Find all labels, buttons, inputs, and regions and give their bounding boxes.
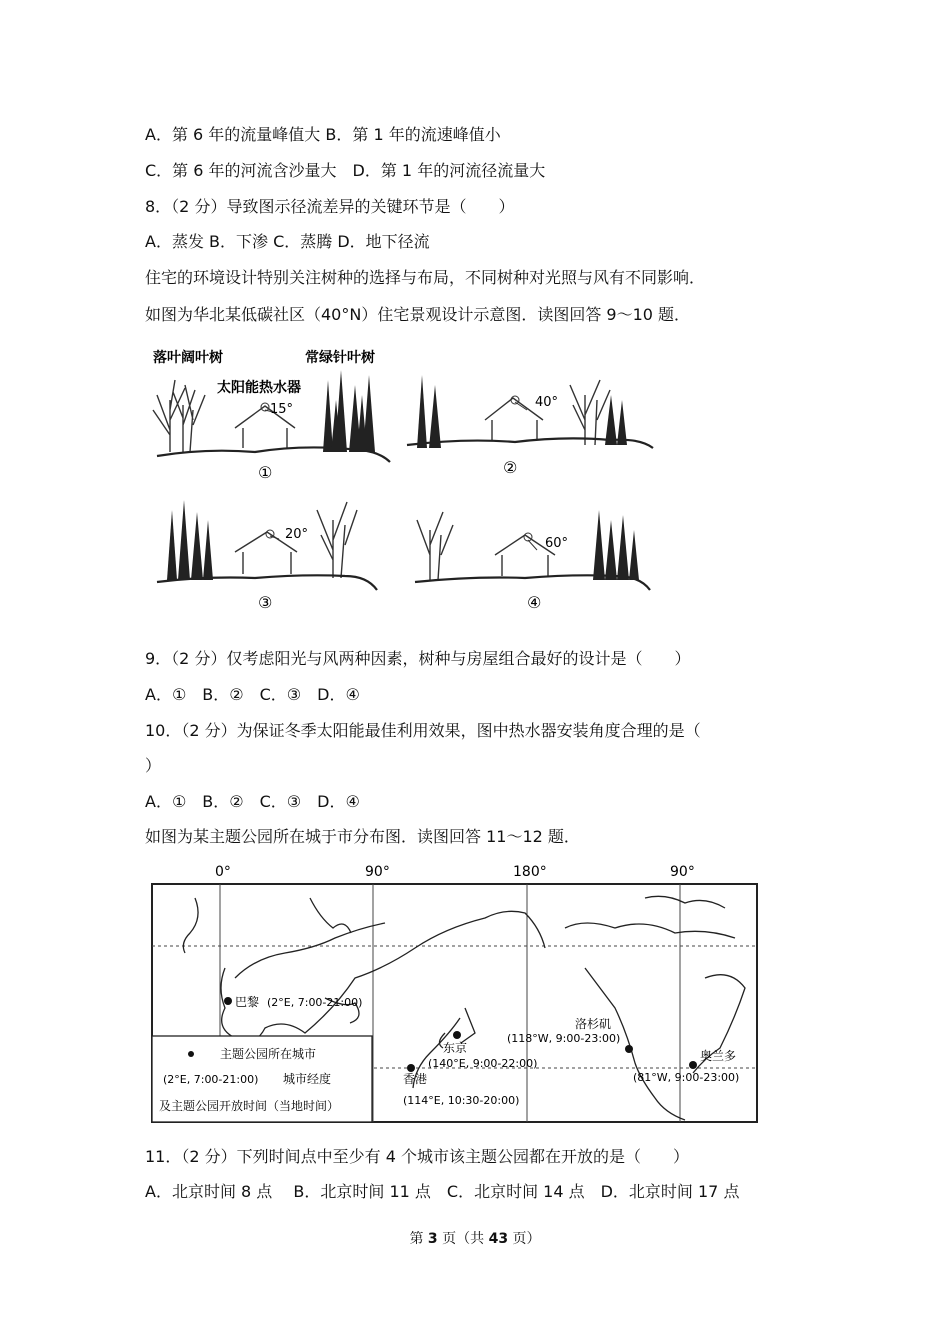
svg-text:洛杉矶: 洛杉矶 — [575, 1017, 612, 1031]
legend-longitude: 城市经度 — [283, 1072, 332, 1086]
q10-stem: 10．（2 分）为保证冬季太阳能最佳利用效果，图中热水器安装角度合理的是（ — [145, 721, 701, 740]
intro-paragraph-1: 住宅的环境设计特别关注树种的选择与布局，不同树种对光照与风有不同影响． — [145, 268, 706, 287]
panel-num-1: ① — [258, 463, 273, 482]
lon-90w: 90° — [670, 864, 695, 880]
panel-num-3: ③ — [258, 593, 273, 612]
q7-options-ab: A．第 6 年的流量峰值大 B．第 1 年的流速峰值小 — [145, 125, 501, 144]
svg-text:(118°W, 9:00-23:00): (118°W, 9:00-23:00) — [507, 1032, 621, 1045]
label-heater: 太阳能热水器 — [217, 380, 301, 396]
page-footer: 第 3 页（共 43 页） — [409, 1231, 541, 1247]
lon-0: 0° — [215, 864, 231, 880]
q9-stem: 9．（2 分）仅考虑阳光与风两种因素，树种与房屋组合最好的设计是（ ） — [145, 649, 691, 668]
panel-num-2: ② — [503, 458, 518, 477]
angle-label-4: 60° — [545, 536, 569, 551]
angle-label-3: 20° — [285, 527, 309, 542]
city-paris — [224, 995, 362, 1009]
svg-text:(114°E, 10:30-20:00): (114°E, 10:30-20:00) — [403, 1094, 520, 1107]
page-number: 3 — [427, 1231, 438, 1247]
angle-label-2: 40° — [535, 395, 559, 410]
lon-180: 180° — [513, 864, 547, 880]
q10-stem-close: ） — [145, 756, 162, 775]
theme-park-map — [145, 858, 765, 1128]
intro-paragraph-3: 如图为某主题公园所在城于市分布图．读图回答 11～12 题． — [145, 827, 580, 846]
label-evergreen: 常绿针叶树 — [305, 350, 375, 366]
svg-text:香港: 香港 — [403, 1072, 428, 1086]
legend-example: (2°E, 7:00-21:00) — [163, 1073, 259, 1086]
angle-label-1: 15° — [270, 402, 294, 417]
svg-text:东京: 东京 — [443, 1041, 468, 1055]
panel-num-4: ④ — [527, 593, 542, 612]
landscape-design-figure — [145, 340, 665, 615]
q11-options: A．北京时间 8 点 B．北京时间 11 点 C．北京时间 14 点 D．北京时间 17 点 — [145, 1182, 740, 1201]
svg-text:(2°E, 7:00-21:00): (2°E, 7:00-21:00) — [267, 996, 363, 1009]
svg-text:(140°E, 9:00-22:00): (140°E, 9:00-22:00) — [428, 1057, 538, 1070]
q7-options-cd: C．第 6 年的河流含沙量大 D．第 1 年的河流径流量大 — [145, 161, 546, 180]
legend — [152, 1036, 372, 1122]
panel-2 — [407, 375, 653, 477]
legend-title: 主题公园所在城市 — [220, 1047, 317, 1061]
legend-hours: 及主题公园开放时间（当地时间） — [159, 1099, 340, 1113]
svg-text:巴黎: 巴黎 — [235, 995, 260, 1009]
panel-3 — [157, 500, 377, 612]
lon-90e: 90° — [365, 864, 390, 880]
q8-options: A．蒸发 B．下渗 C．蒸腾 D．地下径流 — [145, 232, 430, 251]
panel-4 — [415, 510, 650, 612]
q11-stem: 11．（2 分）下列时间点中至少有 4 个城市该主题公园都在开放的是（ ） — [145, 1147, 689, 1166]
q8-stem: 8．（2 分）导致图示径流差异的关键环节是（ ） — [145, 197, 515, 216]
q9-options: A．① B．② C．③ D．④ — [145, 685, 360, 704]
svg-text:(81°W, 9:00-23:00): (81°W, 9:00-23:00) — [633, 1071, 740, 1084]
page-total: 43 — [488, 1231, 509, 1247]
label-deciduous: 落叶阔叶树 — [153, 350, 223, 366]
q10-options: A．① B．② C．③ D．④ — [145, 792, 360, 811]
svg-text:奥兰多: 奥兰多 — [700, 1049, 737, 1063]
intro-paragraph-2: 如图为华北某低碳社区（40°N）住宅景观设计示意图．读图回答 9～10 题． — [145, 305, 691, 324]
